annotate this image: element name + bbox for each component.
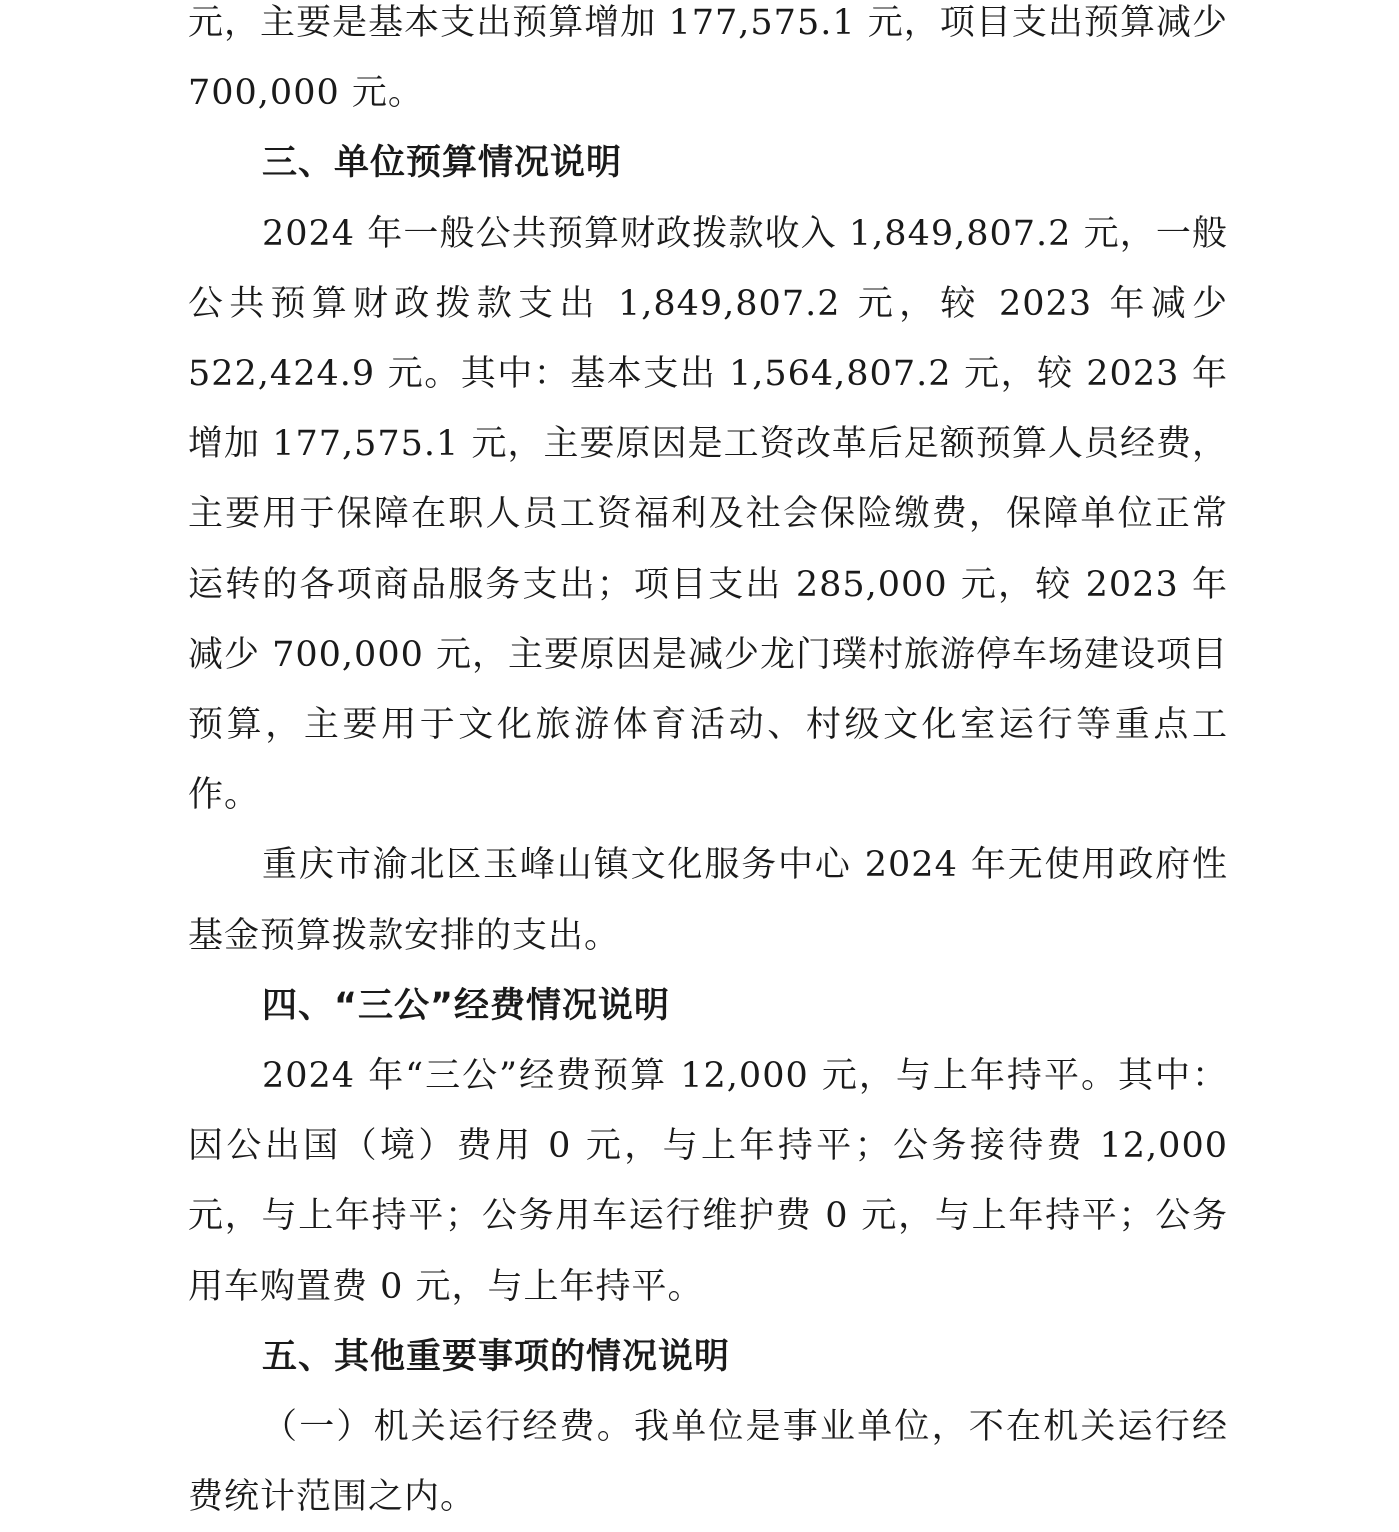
paragraph-budget-change: 元，主要是基本支出预算增加 177,575.1 元，项目支出预算减少 700,000 元。 xyxy=(188,3,1228,114)
paragraph-three-public-expenses: 2024 年“三公”经费预算 12,000 元，与上年持平。其中：因公出国（境）费用 0 元，与上年持平；公务接待费 12,000 元，与上年持平；公务用车运行维护费 0 元，与上年持平；公务用车购置费 0 元，与上年持平。 xyxy=(188,1056,1228,1307)
section-heading-5: 五、其他重要事项的情况说明 xyxy=(262,1336,731,1377)
paragraph-operating-expenses: （一）机关运行经费。我单位是事业单位，不在机关运行经费统计范围之内。 xyxy=(188,1407,1228,1518)
section-heading-4: 四、“三公”经费情况说明 xyxy=(262,985,671,1026)
section-heading-3: 三、单位预算情况说明 xyxy=(262,143,623,184)
document-page xyxy=(188,0,1228,1532)
paragraph-unit-budget: 2024 年一般公共预算财政拨款收入 1,849,807.2 元，一般公共预算财政拨款支出 1,849,807.2 元，较 2023 年减少 522,424.9 元。其中：基本支出 1,564,807.2 元，较 2023 年增加 177,575.1 元，主要原因是工资改革后足额预算人员经费，主要用于保障在职人员工资福利及社会保险缴费，保障单位正常运转的各项商品服务支出；项目支出 285,000 元，较 2023 年减少 700,000 元，主要原因是减少龙门璞村旅游停车场建设项目预算，主要用于文化旅游体育活动、村级文化室运行等重点工作。 xyxy=(188,213,1228,816)
paragraph-government-fund: 重庆市渝北区玉峰山镇文化服务中心 2024 年无使用政府性基金预算拨款安排的支出。 xyxy=(188,845,1228,956)
